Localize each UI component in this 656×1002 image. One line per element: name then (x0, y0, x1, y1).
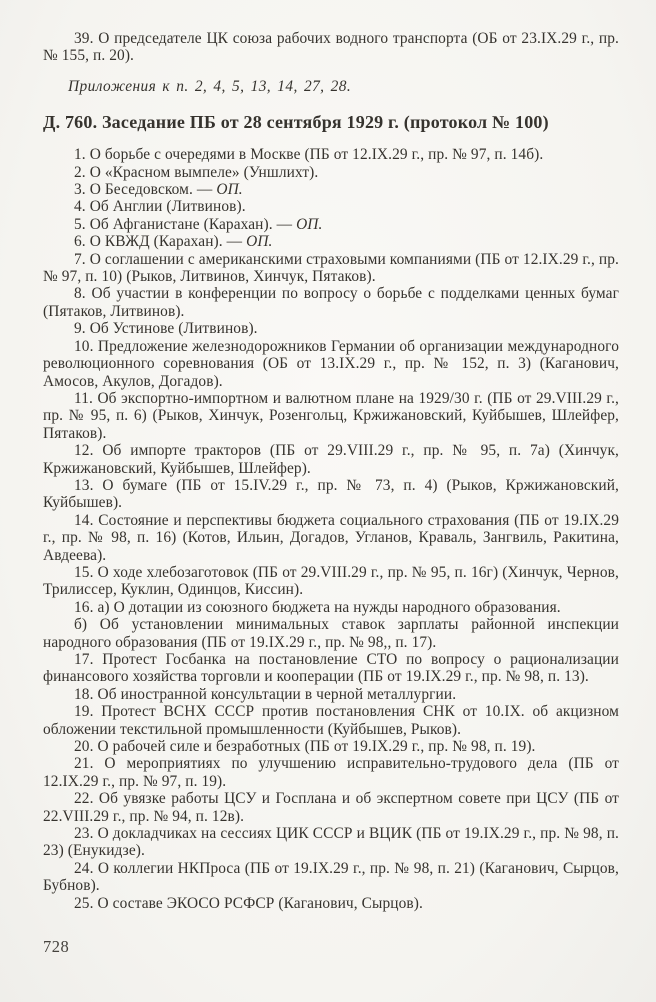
agenda-item-text: 11. Об экспортно-импортном и валютном плане на 1929/30 г. (ПБ от 29.VIII.29 г., пр. № 95, п. 6) (Рыков, Хинчук, Розенгольц, Кржижановский, Куйбышев, Шлейфер, Пятаков). (43, 389, 619, 442)
agenda-item (43, 251, 619, 286)
agenda-item-text: 15. О ходе хлебозаготовок (ПБ от 29.VIII.29 г., пр. № 95, п. 16г) (Хинчук, Чернов, Трилиссер, Куклин, Одинцов, Киссин). (43, 563, 619, 599)
agenda-item-text: 20. О рабочей силе и безработных (ПБ от 19.IX.29 г., пр. № 98, п. 19). (74, 738, 536, 756)
agenda-item-op-marker: ОП. (296, 215, 323, 233)
agenda-item-text: б) Об установлении минимальных ставок зарплаты районной инспекции народного образования (ПБ от 19.IX.29 г., пр. № 98,, п. 17). (43, 616, 619, 651)
agenda-item-text: 22. Об увязке работы ЦСУ и Госплана и об экспертном совете при ЦСУ (ПБ от 22.VIII.29 г., пр. № 94, п. 12в). (43, 790, 619, 825)
agenda-item-text: 9. Об Устинове (Литвинов). (74, 320, 258, 338)
agenda-item-text: 2. О «Красном вымпеле» (Уншлихт). (74, 163, 319, 181)
agenda-item-text: 14. Состояние и перспективы бюджета социального страхования (ПБ от 19.IX.29 г., пр. № 98, п. 16) (Котов, Ильин, Догадов, Угланов, Краваль, Зангвиль, Ракитина, Авдеева). (43, 511, 619, 564)
agenda-item (43, 825, 619, 860)
agenda-item (43, 564, 619, 599)
agenda-item (43, 895, 619, 912)
agenda-item-text: 8. Об участии в конференции по вопросу о борьбе с подделками ценных бумаг (Пятаков, Литвинов). (43, 285, 619, 320)
agenda-item-text: 25. О составе ЭКОСО РСФСР (Каганович, Сырцов). (74, 894, 423, 912)
agenda-item-text: 4. Об Англии (Литвинов). (74, 198, 246, 216)
agenda-item (43, 477, 619, 512)
agenda-item (43, 755, 619, 790)
agenda-item-text: 1. О борьбе с очередями в Москве (ПБ от 12.IX.29 г., пр. № 97, п. 14б). (74, 146, 544, 164)
agenda-item (43, 512, 619, 564)
agenda-item-text: 18. Об иностранной консультации в черной металлургии. (74, 685, 457, 703)
agenda-item (43, 860, 619, 895)
agenda-item (43, 233, 619, 250)
agenda-item-text: 23. О докладчиках на сессиях ЦИК СССР и ВЦИК (ПБ от 19.IX.29 г., пр. № 98, п. 23) (Енукидзе). (43, 825, 619, 860)
agenda-item (43, 216, 619, 233)
agenda-list (43, 146, 619, 912)
agenda-item-op-marker: ОП. (246, 233, 273, 251)
agenda-item-text: 13. О бумаге (ПБ от 15.IV.29 г., пр. № 73, п. 4) (Рыков, Кржижановский, Куйбышев). (43, 476, 619, 512)
agenda-item-text: 12. Об импорте тракторов (ПБ от 29.VIII.29 г., пр. № 95, п. 7а) (Хинчук, Кржижановский, Куйбышев, Шлейфер). (43, 442, 619, 477)
agenda-item-op-marker: ОП. (216, 181, 243, 199)
agenda-item-text: 21. О мероприятиях по улучшению исправительно-трудового дела (ПБ от 12.IX.29 г., пр. № 97, п. 19). (43, 755, 619, 790)
session-heading: Д. 760. Заседание ПБ от 28 сентября 1929 г. (протокол № 100) (43, 112, 549, 133)
agenda-item (43, 198, 619, 215)
agenda-item (43, 338, 619, 390)
agenda-item-text: 10. Предложение железнодорожников Германии об организации международного революционного соревнования (ОБ от 13.IX.29 г., пр. № 152, п. 3) (Каганович, Амосов, Акулов, Догадов). (43, 337, 619, 390)
agenda-item-text: 3. О Беседовском. — (74, 181, 217, 199)
agenda-item (43, 686, 619, 703)
agenda-item (43, 442, 619, 477)
text-column (43, 30, 619, 912)
agenda-item (43, 599, 619, 616)
agenda-item (43, 790, 619, 825)
agenda-item-text: 24. О коллегии НКПроса (ПБ от 19.IX.29 г., пр. № 98, п. 21) (Каганович, Сырцов, Бубнов). (43, 859, 619, 895)
agenda-item (43, 320, 619, 337)
agenda-item (43, 616, 619, 651)
agenda-item (43, 181, 619, 198)
agenda-item (43, 285, 619, 320)
agenda-item-text: 6. О КВЖД (Карахан). — (74, 233, 247, 251)
agenda-item (43, 390, 619, 442)
agenda-item (43, 146, 619, 163)
agenda-item-text: 17. Протест Госбанка на постановление СТО по вопросу о рационализации финансового хозяйства торговли и кооперации (ПБ от 19.IX.29 г., пр. № 98, п. 13). (43, 651, 619, 686)
appendix-note: Приложения к п. 2, 4, 5, 13, 14, 27, 28. (68, 77, 352, 95)
agenda-item (43, 651, 619, 686)
agenda-item-text: 5. Об Афганистане (Карахан). — (74, 215, 297, 233)
agenda-item (43, 703, 619, 738)
page-number: 728 (43, 937, 70, 956)
agenda-item-text: 7. О соглашении с американскими страховыми компаниями (ПБ от 12.IX.29 г., пр. № 97, п. 10) (Рыков, Литвинов, Хинчук, Пятаков). (43, 250, 619, 286)
continuation-paragraph: 39. О председателе ЦК союза рабочих водного транспорта (ОБ от 23.IX.29 г., пр. № 155, п. 20). (43, 30, 619, 65)
agenda-item-text: 16. а) О дотации из союзного бюджета на нужды народного образования. (74, 598, 561, 616)
agenda-item (43, 164, 619, 181)
agenda-item (43, 738, 619, 755)
agenda-item-text: 19. Протест ВСНХ СССР против постановления СНК от 10.IX. об акцизном обложении текстильной промышленности (Куйбышев, Рыков). (43, 703, 619, 738)
